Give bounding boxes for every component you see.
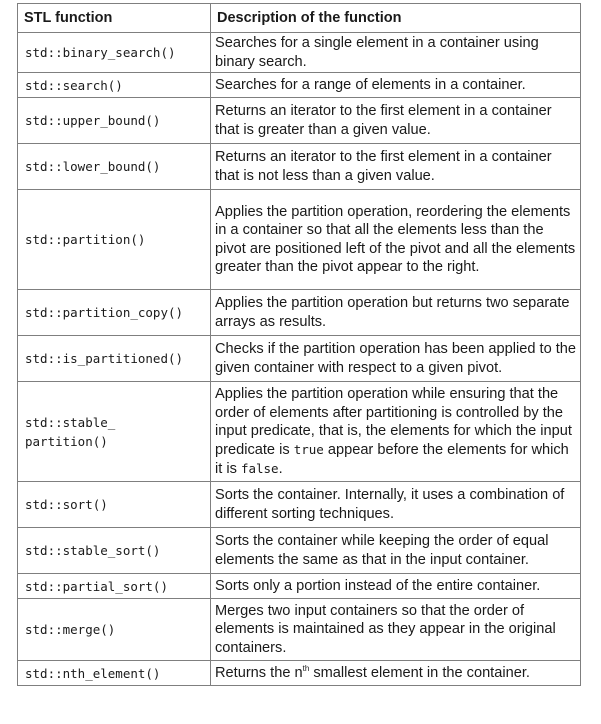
function-description: Sorts the container while keeping the order of equal elements the same as that in the input container. — [211, 528, 581, 574]
table-row — [18, 73, 581, 98]
function-name: std::is_partitioned() — [18, 336, 211, 382]
function-description: Sorts the container. Internally, it uses a combination of different sorting techniques. — [211, 482, 581, 528]
function-name: std::lower_bound() — [18, 144, 211, 190]
function-name: std::merge() — [18, 599, 211, 661]
table-row — [18, 33, 581, 73]
table-row — [18, 98, 581, 144]
description-text: . — [278, 460, 283, 477]
table-row — [18, 382, 581, 482]
keyword-true: true — [293, 441, 324, 457]
function-name: std::sort() — [18, 482, 211, 528]
function-description: Returns an iterator to the first element in a container that is not less than a given value. — [211, 144, 581, 190]
description-text: Returns the n — [215, 664, 303, 681]
table-row — [18, 144, 581, 190]
function-name: std::partition_copy() — [18, 290, 211, 336]
header-stl-function: STL function — [18, 4, 211, 33]
function-name: std::binary_search() — [18, 33, 211, 73]
header-row — [18, 4, 581, 33]
function-name: std::partition() — [18, 190, 211, 290]
table-row — [18, 574, 581, 599]
function-description: Merges two input containers so that the order of elements is maintained as they appear in the original containers. — [211, 599, 581, 661]
description-text: smallest element in the container. — [309, 664, 530, 681]
function-name: std::stable_sort() — [18, 528, 211, 574]
function-description: Applies the partition operation but returns two separate arrays as results. — [211, 290, 581, 336]
table-row — [18, 482, 581, 528]
header-description: Description of the function — [211, 4, 581, 33]
stl-functions-table — [17, 3, 581, 686]
table-row — [18, 599, 581, 661]
function-description — [211, 382, 581, 482]
function-description — [211, 661, 581, 686]
function-description: Applies the partition operation, reordering the elements in a container so that all the elements less than the pivot are positioned left of the pivot and all the elements greater than the pivot appear to the right. — [211, 190, 581, 290]
description-text: Applies the partition operation while ensuring that the order of elements after partitioning is controlled by the input predicate, that is, the elements for which the input predicate is — [215, 386, 572, 458]
function-name: std::search() — [18, 73, 211, 98]
function-description: Returns an iterator to the first element in a container that is greater than a given value. — [211, 98, 581, 144]
function-name: std::partial_sort() — [18, 574, 211, 599]
description-text: appear before the elements for which it is — [215, 441, 569, 477]
table-row — [18, 528, 581, 574]
function-description: Searches for a single element in a container using binary search. — [211, 33, 581, 73]
function-description: Searches for a range of elements in a container. — [211, 73, 581, 98]
superscript-th: th — [302, 663, 310, 673]
keyword-false: false — [240, 460, 279, 476]
function-name-line1: std::stable_ — [25, 414, 116, 430]
table-row — [18, 661, 581, 686]
table-row — [18, 290, 581, 336]
table-row — [18, 190, 581, 290]
function-name: std::upper_bound() — [18, 98, 211, 144]
function-name-line2: partition() — [25, 433, 108, 449]
function-name — [18, 382, 211, 482]
function-name: std::nth_element() — [18, 661, 211, 686]
function-description: Sorts only a portion instead of the entire container. — [211, 574, 581, 599]
table-row — [18, 336, 581, 382]
function-description: Checks if the partition operation has been applied to the given container with respect to a given pivot. — [211, 336, 581, 382]
